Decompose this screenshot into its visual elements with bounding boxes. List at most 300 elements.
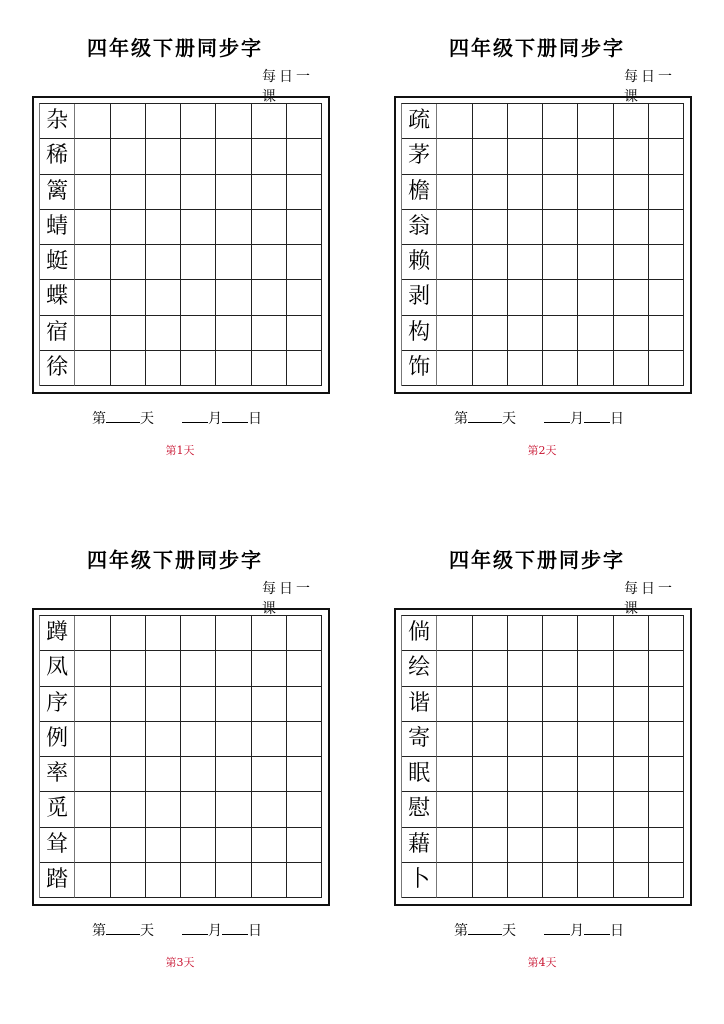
month-blank (544, 922, 570, 935)
practice-cell (649, 651, 684, 686)
date-month: 月 (208, 411, 222, 427)
practice-cell (216, 687, 251, 722)
practice-cell (614, 245, 649, 280)
practice-cell (508, 280, 543, 315)
practice-sheet-1 (0, 0, 320, 460)
practice-cell (75, 245, 110, 280)
practice-cell (473, 651, 508, 686)
practice-cell (543, 863, 578, 898)
practice-cell (614, 351, 649, 386)
date-prefix: 第 (92, 923, 106, 939)
practice-cell (508, 616, 543, 651)
practice-cell (216, 175, 251, 210)
practice-cell (508, 104, 543, 139)
practice-cell (578, 316, 613, 351)
model-character: 眠 (402, 757, 437, 792)
practice-cell (473, 863, 508, 898)
practice-cell (181, 104, 216, 139)
practice-cell (216, 351, 251, 386)
practice-cell (473, 722, 508, 757)
model-character: 饰 (402, 351, 437, 386)
model-character: 慰 (402, 792, 437, 827)
practice-cell (614, 722, 649, 757)
practice-sheet-4 (362, 512, 682, 972)
practice-cell (287, 280, 322, 315)
practice-cell (111, 175, 146, 210)
month-blank (544, 410, 570, 423)
practice-cell (508, 792, 543, 827)
day-label: 第1天 (165, 444, 195, 457)
practice-cell (252, 245, 287, 280)
writing-grid-frame (394, 96, 692, 394)
practice-cell (181, 757, 216, 792)
practice-cell (437, 722, 472, 757)
practice-cell (252, 139, 287, 174)
practice-cell (437, 351, 472, 386)
practice-cell (146, 828, 181, 863)
practice-cell (578, 828, 613, 863)
practice-cell (473, 280, 508, 315)
practice-cell (437, 863, 472, 898)
practice-cell (649, 828, 684, 863)
practice-cell (146, 351, 181, 386)
practice-cell (146, 792, 181, 827)
practice-cell (287, 687, 322, 722)
practice-cell (287, 139, 322, 174)
practice-cell (649, 863, 684, 898)
date-prefix: 第 (454, 923, 468, 939)
practice-cell (252, 104, 287, 139)
practice-cell (543, 316, 578, 351)
practice-cell (473, 828, 508, 863)
practice-cell (437, 792, 472, 827)
model-character: 疏 (402, 104, 437, 139)
practice-cell (649, 210, 684, 245)
day-label: 第3天 (165, 956, 195, 969)
practice-cell (252, 757, 287, 792)
practice-cell (543, 175, 578, 210)
practice-cell (437, 104, 472, 139)
practice-cell (649, 139, 684, 174)
practice-cell (75, 792, 110, 827)
model-character: 寄 (402, 722, 437, 757)
practice-cell (437, 210, 472, 245)
practice-cell (287, 245, 322, 280)
practice-cell (508, 175, 543, 210)
practice-cell (146, 280, 181, 315)
day-blank (468, 410, 502, 423)
practice-cell (181, 351, 216, 386)
model-character: 稀 (40, 139, 75, 174)
practice-cell (649, 687, 684, 722)
practice-cell (252, 316, 287, 351)
practice-cell (578, 757, 613, 792)
practice-cell (111, 104, 146, 139)
practice-cell (111, 210, 146, 245)
practice-cell (181, 687, 216, 722)
practice-cell (287, 210, 322, 245)
practice-cell (146, 651, 181, 686)
month-blank (182, 922, 208, 935)
practice-cell (181, 863, 216, 898)
date-blank (584, 922, 610, 935)
sheet-title: 四年级下册同步字 (449, 548, 625, 572)
practice-cell (146, 722, 181, 757)
practice-cell (578, 616, 613, 651)
practice-cell (146, 210, 181, 245)
practice-cell (508, 651, 543, 686)
practice-cell (216, 280, 251, 315)
practice-cell (216, 792, 251, 827)
practice-cell (111, 687, 146, 722)
practice-cell (75, 616, 110, 651)
model-character: 徐 (40, 351, 75, 386)
model-character: 杂 (40, 104, 75, 139)
practice-cell (578, 280, 613, 315)
sheet-subtitle: 每日一课 (262, 69, 313, 105)
date-blank (222, 410, 248, 423)
practice-cell (508, 245, 543, 280)
practice-cell (216, 316, 251, 351)
practice-cell (216, 104, 251, 139)
practice-cell (75, 280, 110, 315)
date-day-unit: 天 (502, 923, 516, 939)
date-line (454, 408, 624, 428)
practice-cell (252, 210, 287, 245)
practice-cell (111, 280, 146, 315)
practice-cell (437, 687, 472, 722)
practice-cell (252, 687, 287, 722)
practice-cell (543, 351, 578, 386)
writing-grid-frame (32, 96, 330, 394)
practice-cell (649, 792, 684, 827)
practice-cell (75, 757, 110, 792)
model-character: 蜓 (40, 245, 75, 280)
practice-cell (649, 757, 684, 792)
date-blank (584, 410, 610, 423)
practice-cell (111, 316, 146, 351)
practice-cell (543, 757, 578, 792)
practice-cell (287, 722, 322, 757)
model-character: 踏 (40, 863, 75, 898)
practice-cell (287, 616, 322, 651)
practice-cell (578, 245, 613, 280)
practice-cell (543, 687, 578, 722)
practice-cell (578, 687, 613, 722)
practice-cell (75, 722, 110, 757)
practice-cell (287, 863, 322, 898)
practice-cell (614, 616, 649, 651)
practice-cell (508, 351, 543, 386)
practice-cell (578, 722, 613, 757)
practice-cell (578, 651, 613, 686)
practice-cell (437, 280, 472, 315)
sheet-subtitle: 每日一课 (262, 581, 313, 617)
practice-cell (287, 175, 322, 210)
practice-cell (473, 175, 508, 210)
model-character: 蜻 (40, 210, 75, 245)
practice-cell (216, 651, 251, 686)
practice-cell (252, 863, 287, 898)
practice-cell (252, 828, 287, 863)
practice-cell (216, 863, 251, 898)
practice-cell (614, 280, 649, 315)
practice-cell (146, 104, 181, 139)
practice-cell (649, 351, 684, 386)
practice-cell (75, 175, 110, 210)
model-character: 觅 (40, 792, 75, 827)
practice-cell (649, 245, 684, 280)
writing-grid (401, 103, 684, 386)
practice-cell (473, 351, 508, 386)
day-blank (106, 410, 140, 423)
practice-cell (508, 863, 543, 898)
practice-cell (287, 104, 322, 139)
practice-cell (437, 139, 472, 174)
practice-cell (614, 210, 649, 245)
model-character: 例 (40, 722, 75, 757)
date-line (454, 920, 624, 940)
date-month: 月 (570, 923, 584, 939)
practice-cell (181, 175, 216, 210)
practice-cell (543, 245, 578, 280)
practice-cell (473, 139, 508, 174)
model-character: 翁 (402, 210, 437, 245)
practice-cell (473, 245, 508, 280)
practice-cell (649, 104, 684, 139)
practice-cell (543, 722, 578, 757)
practice-cell (181, 245, 216, 280)
practice-cell (146, 175, 181, 210)
day-blank (106, 922, 140, 935)
practice-cell (543, 651, 578, 686)
practice-cell (75, 104, 110, 139)
practice-cell (614, 651, 649, 686)
practice-cell (181, 316, 216, 351)
practice-cell (578, 104, 613, 139)
practice-cell (543, 104, 578, 139)
sheet-title: 四年级下册同步字 (87, 548, 263, 572)
model-character: 赖 (402, 245, 437, 280)
practice-cell (146, 245, 181, 280)
practice-cell (543, 139, 578, 174)
model-character: 率 (40, 757, 75, 792)
practice-cell (181, 792, 216, 827)
practice-cell (437, 175, 472, 210)
date-prefix: 第 (92, 411, 106, 427)
practice-cell (181, 210, 216, 245)
date-day-unit: 天 (140, 923, 154, 939)
practice-cell (216, 616, 251, 651)
practice-cell (252, 722, 287, 757)
practice-cell (543, 616, 578, 651)
practice-sheet-2 (362, 0, 682, 460)
practice-cell (181, 616, 216, 651)
practice-cell (181, 139, 216, 174)
day-label: 第4天 (527, 956, 557, 969)
practice-cell (614, 828, 649, 863)
model-character: 蹲 (40, 616, 75, 651)
practice-cell (111, 863, 146, 898)
practice-cell (473, 210, 508, 245)
writing-grid (39, 103, 322, 386)
practice-cell (543, 280, 578, 315)
date-line (92, 408, 262, 428)
model-character: 耸 (40, 828, 75, 863)
practice-cell (111, 722, 146, 757)
practice-cell (111, 616, 146, 651)
model-character: 倘 (402, 616, 437, 651)
practice-cell (216, 722, 251, 757)
date-day: 日 (248, 411, 262, 427)
practice-cell (437, 245, 472, 280)
month-blank (182, 410, 208, 423)
practice-cell (252, 651, 287, 686)
practice-cell (614, 863, 649, 898)
sheet-title: 四年级下册同步字 (87, 36, 263, 60)
practice-cell (614, 757, 649, 792)
practice-cell (578, 210, 613, 245)
writing-grid-frame (32, 608, 330, 906)
model-character: 凤 (40, 651, 75, 686)
practice-cell (649, 175, 684, 210)
practice-cell (216, 757, 251, 792)
model-character: 茅 (402, 139, 437, 174)
practice-cell (287, 651, 322, 686)
practice-cell (252, 175, 287, 210)
practice-cell (111, 792, 146, 827)
practice-cell (473, 687, 508, 722)
model-character: 剥 (402, 280, 437, 315)
date-prefix: 第 (454, 411, 468, 427)
practice-cell (75, 863, 110, 898)
sheet-subtitle: 每日一课 (624, 69, 675, 105)
practice-cell (508, 210, 543, 245)
practice-cell (111, 651, 146, 686)
practice-cell (111, 828, 146, 863)
day-blank (468, 922, 502, 935)
practice-cell (649, 280, 684, 315)
practice-cell (614, 139, 649, 174)
practice-cell (578, 863, 613, 898)
practice-cell (75, 139, 110, 174)
practice-cell (287, 316, 322, 351)
practice-cell (437, 316, 472, 351)
date-month: 月 (208, 923, 222, 939)
date-line (92, 920, 262, 940)
writing-grid-frame (394, 608, 692, 906)
practice-cell (75, 828, 110, 863)
practice-cell (146, 757, 181, 792)
practice-cell (508, 757, 543, 792)
practice-cell (578, 175, 613, 210)
date-day: 日 (248, 923, 262, 939)
practice-cell (287, 351, 322, 386)
practice-cell (146, 316, 181, 351)
practice-cell (75, 687, 110, 722)
practice-cell (543, 792, 578, 827)
practice-cell (252, 280, 287, 315)
model-character: 篱 (40, 175, 75, 210)
practice-cell (473, 757, 508, 792)
model-character: 藉 (402, 828, 437, 863)
practice-cell (437, 651, 472, 686)
sheet-subtitle: 每日一课 (624, 581, 675, 617)
practice-cell (146, 863, 181, 898)
practice-cell (287, 792, 322, 827)
practice-cell (287, 757, 322, 792)
practice-cell (508, 139, 543, 174)
practice-cell (111, 351, 146, 386)
practice-cell (146, 139, 181, 174)
practice-cell (111, 757, 146, 792)
practice-cell (614, 316, 649, 351)
practice-cell (578, 351, 613, 386)
model-character: 檐 (402, 175, 437, 210)
practice-cell (252, 616, 287, 651)
model-character: 构 (402, 316, 437, 351)
practice-cell (111, 245, 146, 280)
date-day-unit: 天 (140, 411, 154, 427)
practice-cell (181, 722, 216, 757)
practice-cell (649, 616, 684, 651)
practice-cell (649, 722, 684, 757)
practice-cell (75, 651, 110, 686)
practice-cell (75, 316, 110, 351)
practice-cell (614, 792, 649, 827)
practice-cell (146, 687, 181, 722)
model-character: 谐 (402, 687, 437, 722)
model-character: 绘 (402, 651, 437, 686)
model-character: 序 (40, 687, 75, 722)
practice-cell (508, 722, 543, 757)
model-character: 蝶 (40, 280, 75, 315)
practice-cell (75, 210, 110, 245)
practice-cell (508, 687, 543, 722)
model-character: 卜 (402, 863, 437, 898)
date-day: 日 (610, 411, 624, 427)
practice-cell (216, 210, 251, 245)
practice-cell (508, 828, 543, 863)
date-month: 月 (570, 411, 584, 427)
practice-cell (614, 175, 649, 210)
practice-cell (252, 351, 287, 386)
practice-cell (543, 828, 578, 863)
practice-cell (75, 351, 110, 386)
practice-cell (508, 316, 543, 351)
practice-cell (216, 139, 251, 174)
practice-cell (473, 316, 508, 351)
practice-cell (111, 139, 146, 174)
practice-cell (181, 280, 216, 315)
date-day: 日 (610, 923, 624, 939)
practice-cell (649, 316, 684, 351)
model-character: 宿 (40, 316, 75, 351)
practice-cell (287, 828, 322, 863)
practice-cell (437, 828, 472, 863)
practice-cell (181, 828, 216, 863)
practice-cell (181, 651, 216, 686)
practice-sheet-3 (0, 512, 320, 972)
practice-cell (437, 757, 472, 792)
writing-grid (401, 615, 684, 898)
writing-grid (39, 615, 322, 898)
practice-cell (578, 139, 613, 174)
practice-cell (146, 616, 181, 651)
practice-cell (473, 616, 508, 651)
practice-cell (252, 792, 287, 827)
date-day-unit: 天 (502, 411, 516, 427)
